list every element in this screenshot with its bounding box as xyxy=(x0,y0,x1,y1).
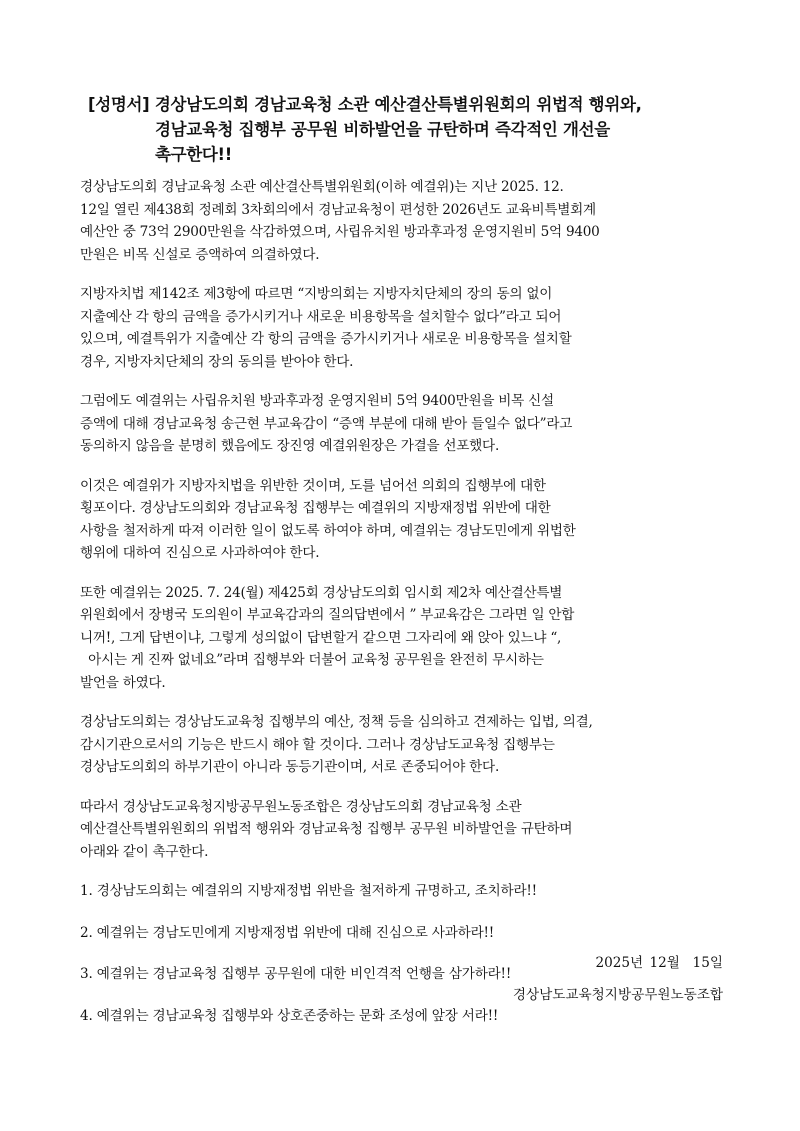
paragraph-local-autonomy-law xyxy=(80,283,730,373)
statement-title xyxy=(88,92,738,167)
paragraph-budget-cut xyxy=(80,176,730,266)
text-line: 만원은 비목 신설로 증액하여 의결하였다. xyxy=(80,246,320,263)
text-line: 아시는 게 진짜 없네요”라며 집행부와 더불어 교육청 공무원을 완전히 무시하는 xyxy=(80,652,544,668)
paragraph-approval-declared xyxy=(80,390,730,458)
demand-item: 4. 예결위는 경남교육청 집행부와 상호존중하는 문화 조성에 앞장 서라!! xyxy=(80,1007,499,1024)
text-line: 동의하지 않음을 분명히 했음에도 장진영 예결위원장은 가결을 선포했다. xyxy=(80,438,500,454)
text-line: 이것은 예결위가 지방자치법을 위반한 것이며, 도를 넘어선 의회의 집행부에 대한 xyxy=(80,477,546,494)
text-line: 12일 열린 제438회 정례회 3차회의에서 경남교육청이 편성한 2026년도 교육비특별회계 xyxy=(80,201,596,218)
text-line: 경우, 지방자치단체의 장의 동의를 받아야 한다. xyxy=(80,353,354,370)
text-line: 지방자치법 제142조 제3항에 따르면 “지방의회는 지방자치단체의 장의 동의 없이 xyxy=(80,286,553,302)
text-line: 경상남도의회는 경상남도교육청 집행부의 예산, 정책 등을 심의하고 견제하는 입법, 의결, xyxy=(80,714,593,730)
text-line: 아래와 같이 촉구한다. xyxy=(80,843,209,860)
text-line: 경상남도의회 경남교육청 소관 예산결산특별위원회(이하 예결위)는 지난 2025. 12. xyxy=(80,179,564,195)
paragraph-disparaging-remarks xyxy=(80,582,730,695)
text-line: 니꺼!, 그게 답변이냐, 그렇게 성의없이 답변할거 같으면 그자리에 왜 앉아 있느냐 “, xyxy=(80,629,562,646)
text-line: 또한 예결위는 2025. 7. 24(월) 제425회 경상남도의회 임시회 제2차 예산결산특별 xyxy=(80,584,563,601)
paragraph-violation xyxy=(80,475,730,565)
text-line: 지출예산 각 항의 금액을 증가시키거나 새로운 비용항목을 설치할수 없다”라고 되어 xyxy=(80,308,562,325)
title-line: [성명서] 경상남도의회 경남교육청 소관 예산결산특별위원회의 위법적 행위와, xyxy=(88,95,642,114)
paragraph-mutual-respect xyxy=(80,711,730,779)
demand-item: 1. 경상남도의회는 예결위의 지방재정법 위반을 철저하게 규명하고, 조치하라!! xyxy=(80,883,537,899)
text-line: 위원회에서 장병국 도의원이 부교육감과의 질의답변에서 ” 부교육감은 그라면 일 안합 xyxy=(80,607,575,623)
text-line: 사항을 철저하게 따져 이러한 일이 없도록 하여야 하며, 예결위는 경남도민에게 위법한 xyxy=(80,522,576,539)
text-line: 횡포이다. 경상남도의회와 경남교육청 집행부는 예결위의 지방재정법 위반에 대한 xyxy=(80,500,551,516)
statement-date: 2025년 12월 15일 xyxy=(595,955,723,971)
paragraph-union-demand xyxy=(80,796,730,864)
title-line: 경남교육청 집행부 공무원 비하발언을 규탄하며 즉각적인 개선을 xyxy=(155,120,610,139)
text-line: 그럼에도 예결위는 사립유치원 방과후과정 운영지원비 5억 9400만원을 비목 신설 xyxy=(80,393,554,409)
demand-item: 3. 예결위는 경남교육청 집행부 공무원에 대한 비인격적 언행을 삼가하라!! xyxy=(80,966,512,982)
text-line: 증액에 대해 경남교육청 송근현 부교육감이 “증액 부분에 대해 받아 들일수 없다”라고 xyxy=(80,415,573,432)
demand-item: 2. 예결위는 경남도민에게 지방재정법 위반에 대해 진심으로 사과하라!! xyxy=(80,924,495,941)
text-line: 발언을 하였다. xyxy=(80,674,166,691)
text-line: 감시기관으로서의 기능은 반드시 해야 할 것이다. 그러나 경상남도교육청 집행부는 xyxy=(80,736,555,753)
text-line: 예산안 중 73억 2900만원을 삭감하였으며, 사립유치원 방과후과정 운영지원비 5억 9400 xyxy=(80,224,600,240)
text-line: 예산결산특별위원회의 위법적 행위와 경남교육청 집행부 공무원 비하발언을 규탄하며 xyxy=(80,821,573,837)
issuing-organization: 경상남도교육청지방공무원노동조합 xyxy=(512,987,723,1003)
text-line: 있으며, 예결특위가 지출예산 각 항의 금액을 증가시키거나 새로운 비용항목을 설치할 xyxy=(80,331,572,347)
title-line: 촉구한다!! xyxy=(155,145,233,164)
statement-body xyxy=(80,176,730,1046)
text-line: 경상남도의회의 하부기관이 아니라 동등기관이며, 서로 존중되어야 한다. xyxy=(80,759,500,775)
text-line: 행위에 대하여 진심으로 사과하여야 한다. xyxy=(80,545,320,561)
text-line: 따라서 경상남도교육청지방공무원노동조합은 경상남도의회 경남교육청 소관 xyxy=(80,798,522,815)
